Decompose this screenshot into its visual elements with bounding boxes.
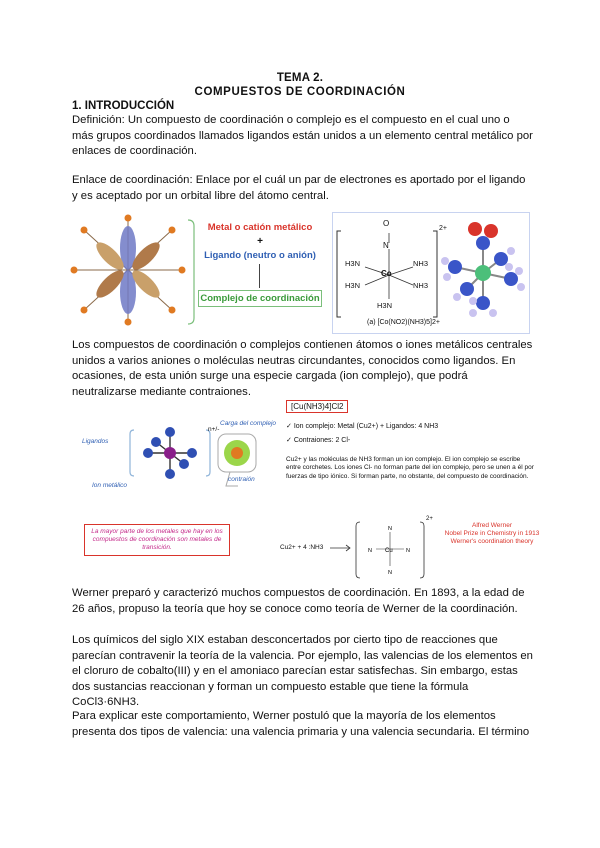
figure-werner [80,514,540,584]
structure-caption: (a) [Co(NO2)(NH3)5]2+ [367,319,440,326]
paragraph-werner: Werner preparó y caracterizó muchos compuestos de coordinación. En 1893, a la edad de 26 años, propuso la teoría que hoy se conoce como teoría de Werner de la coordinación. [72,587,525,615]
page-title: COMPUESTOS DE COORDINACIÓN [194,86,406,98]
complex-charge: 2+ [426,516,433,522]
svg-text:N: N [368,548,372,554]
atom-h3n-1: H3N [345,259,361,268]
section-heading: 1. INTRODUCCIÓN [72,100,175,112]
svg-text:N: N [388,570,392,576]
contraion-label: contraión [228,476,255,483]
figure-complex-intro [70,212,540,334]
paragraph-explicar: Para explicar este comportamiento, Werner postuló que la mayoría de los elementos presenta dos tipos de valencia: una valencia primaria y una valencia secundaria. El término [72,710,530,738]
complejo-label: Complejo de coordinación [198,290,322,307]
ion-metalico-label: Ion metálico [92,482,128,489]
topic-number: TEMA 2. [276,72,324,84]
atom-h3n-3: H3N [377,301,393,310]
paragraph-quimicos: Los químicos del siglo XIX estaban desconcertados por cierto tipo de reacciones que parecían contravenir la teoría de la valencia. Por ejemplo, las valencias de los elementos en el cloruro de cobalto(III) y en el amoniaco parecían estar satisfechas. Sin embargo, estas dos sustancias reaccionan y forman un compuesto estable que tiene la fórmula CoCl3·6NH3. [72,634,533,709]
charge-label: 2+ [439,225,447,232]
paragraph-compuestos: Los compuestos de coordinación o complejos contienen átomos o iones metálicos centrales unidos a varios aniones o moléculas neutras circundantes, conocidos como ligandos. En ocasiones, de esta unión surge una especie cargada (ion complejo), que podrá neutralizarse mediante contraiones. [72,339,533,398]
reactant-formula: Cu2+ + 4 :NH3 [280,544,324,551]
complex-formula: [Cu(NH3)4]Cl2 [286,400,348,413]
svg-text:Cu: Cu [385,548,393,554]
metal-label: Metal o catión metálico [207,222,313,233]
atom-n: N [383,241,389,250]
plus-sign: + [257,236,263,247]
ammine-complex [328,518,438,582]
carga-label: Carga del complejo [220,420,277,427]
arrow-down [259,264,260,288]
ligando-label: Ligando (neutro o anión) [204,250,316,261]
transition-metals-note: La mayor parte de los metales que hay en los compuestos de coordinación son metales de transición. [84,524,230,556]
paragraph-enlace: Enlace de coordinación: Enlace por el cuál un par de electrones es aportado por el ligando y es aceptado por un orbital libre del átomo central. [72,174,526,202]
atom-o: O [383,219,390,228]
atom-nh3-1: NH3 [413,259,429,268]
paragraph-definicion: Definición: Un compuesto de coordinación o complejo es el compuesto en el cual uno o más grupos coordinados llamados ligandos están unidos a un elemento central metálico por enlaces de coordinación. [72,114,533,158]
atom-h3n-2: H3N [345,281,361,290]
bullet-ion-text: Ion complejo: Metal (Cu2+) + Ligandos: 4 NH3 [293,423,439,430]
cobalt-structure [333,213,529,333]
bullet-contraion: ✓ Contraiones: 2 Cl- [286,437,351,444]
ligandos-label: Ligandos [82,438,109,445]
svg-text:N: N [406,548,410,554]
structure-box [332,212,530,334]
atom-nh3-2: NH3 [413,281,429,290]
atom-center: Co [381,269,392,278]
werner-caption: Alfred Werner Nobel Prize in Chemistry in 1913 Werner's coordination theory [444,522,540,545]
charge-n: n+/- [208,426,220,433]
bullet-contraion-text: Contraiones: 2 Cl- [293,437,351,444]
ion-explanation: Cu2+ y las moléculas de NH3 forman un ion complejo. El ion complejo se escribe entre corchetes. Los iones Cl- no forman parte del ion complejo, pero se unen a él por fuerzas de tipo iónico. Si forman parte, no obstante, del compuesto de coordinación. [286,456,534,480]
bullet-ion: ✓ Ion complejo: Metal (Cu2+) + Ligandos: 4 NH3 [286,423,439,430]
svg-text:N: N [388,526,392,532]
figure-complex-ion [80,400,540,502]
